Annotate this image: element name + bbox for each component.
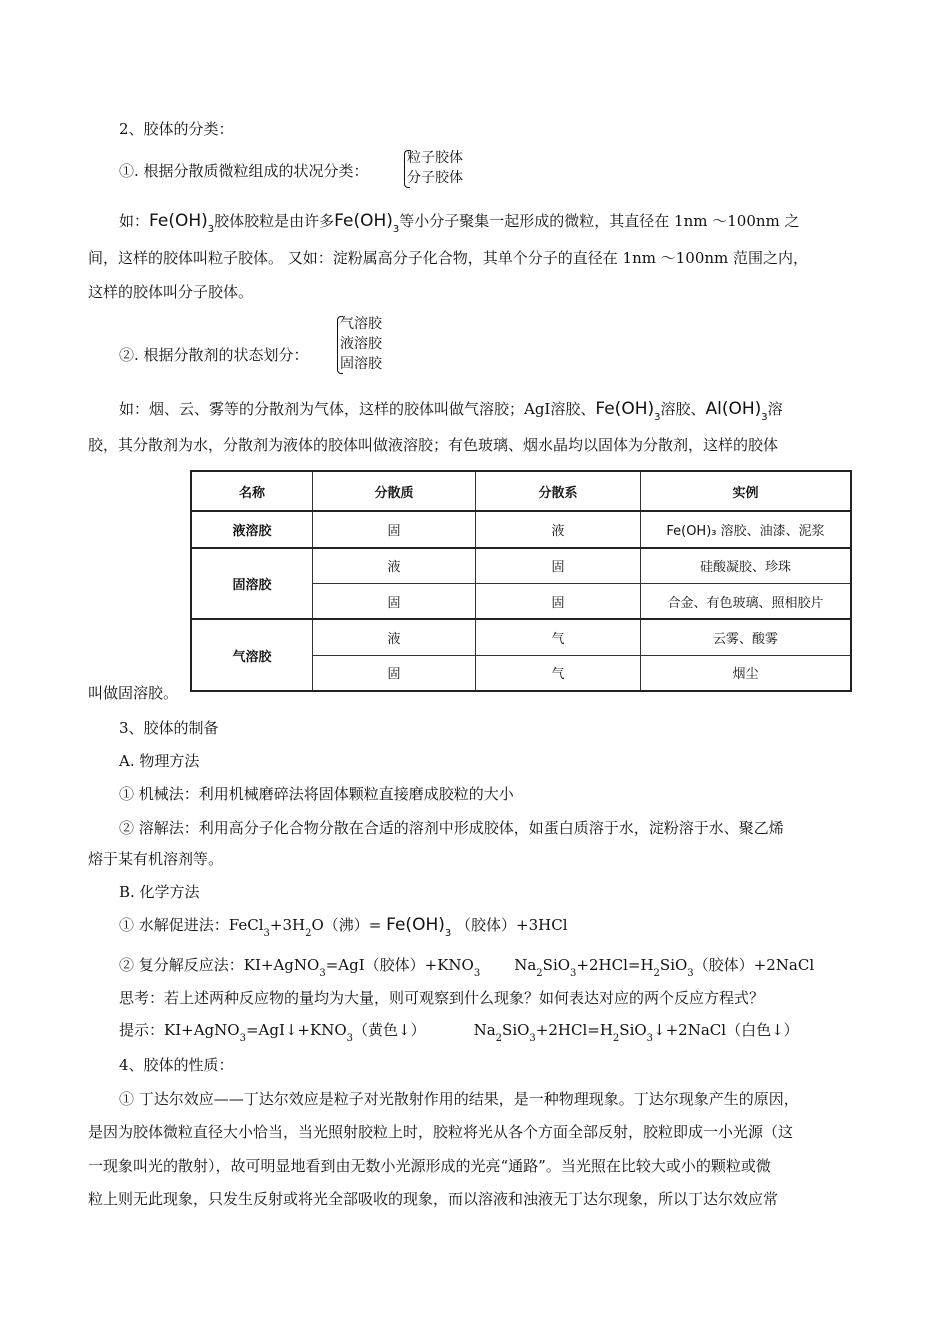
tyndall-line-4: 粒上则无此现象，只发生反射或将光全部吸收的现象，而以溶液和浊液无丁达尔现象，所以丁达尔效应常 (88, 1190, 779, 1208)
hint-equations: 提示：$KI+AgNO_3=AgI↓+KNO_3$（黄色↓） $Na_2SiO_3+2HCl=H_2SiO_3↓+2NaCl$（白色↓） (119, 1021, 799, 1044)
dissolution-method: ② 溶解法：利用高分子化合物分散在合适的溶剂中形成胶体，如蛋白质溶于水，淀粉溶于水、聚乙烯 (119, 819, 784, 837)
example-1-line-1: 如：$Fe(OH)_3$胶体胶粒是由许多$Fe(OH)_3$等小分子聚集一起形成的微粒，其直径在 1nm ～100nm 之 (119, 211, 800, 235)
example-2-line-3: 叫做固溶胶。 (88, 684, 179, 702)
chemical-methods: B. 化学方法 (119, 883, 200, 901)
table-cell: 液 (476, 511, 641, 548)
aloh-formula: $Al(OH)_3$ (705, 399, 768, 423)
brace-item: 粒子胶体 (407, 150, 463, 166)
tyndall-line-3: 一现象叫光的散射），故可明显地看到由无数小光源形成的光亮“通路”。当光照在比较大或小的颗粒或微 (88, 1157, 771, 1175)
brace-list-2 (337, 314, 382, 374)
example-1-line-3: 这样的胶体叫分子胶体。 (88, 283, 254, 301)
brace-item: 固溶胶 (340, 356, 382, 372)
brace-item: 分子胶体 (407, 170, 463, 186)
table-cell: 云雾、酸雾 (641, 619, 852, 655)
table-row (191, 511, 851, 548)
feoh-formula: $Fe(OH)_3$ (595, 399, 661, 423)
table-header: 分散质 (313, 471, 476, 511)
tyndall-line-2: 是因为胶体微粒直径大小恰当，当光照射胶粒上时，胶粒将光从各个方面全部反射，胶粒即成一小光源（这 (88, 1123, 794, 1141)
table-header: 名称 (191, 471, 313, 511)
hydrolysis-method: ① 水解促进法：$FeCl_3+3H_2O$（沸）= $Fe(OH)_3$ （胶体）+3HCl (119, 915, 568, 939)
brace-item: 气溶胶 (340, 316, 382, 332)
feoh-formula: $Fe(OH)_3$ (334, 211, 400, 235)
section-2-heading: 2、胶体的分类： (119, 120, 234, 138)
table-cell: 烟尘 (641, 655, 852, 691)
brace-item: 液溶胶 (340, 336, 382, 352)
table-cell: 气 (476, 619, 641, 655)
example-1-line-2: 间，这样的胶体叫粒子胶体。 又如：淀粉属高分子化合物，其单个分子的直径在 1nm ～100nm 范围之内， (88, 249, 809, 267)
table-cell: 气溶胶 (191, 619, 313, 691)
dissolution-method-cont: 熔于某有机溶剂等。 (88, 850, 224, 868)
table-cell: 硅酸凝胶、珍珠 (641, 548, 852, 584)
table-cell: 固 (476, 548, 641, 584)
table-cell: 固 (313, 511, 476, 548)
tyndall-line-1: ① 丁达尔效应——丁达尔效应是粒子对光散射作用的结果，是一种物理现象。丁达尔现象产生的原因， (119, 1090, 799, 1108)
brace-list-1 (404, 148, 463, 188)
section-3-heading: 3、胶体的制备 (119, 719, 219, 737)
table-header: 实例 (641, 471, 852, 511)
table-cell: 液溶胶 (191, 511, 313, 548)
table-cell: 气 (476, 655, 641, 691)
table-cell: 固 (476, 583, 641, 619)
table-cell: Fe(OH)₃ 溶胶、油漆、泥浆 (641, 511, 852, 548)
example-2-line-1: 如：烟、云、雾等的分散剂为气体，这样的胶体叫做气溶胶；AgI溶胶、$Fe(OH)_3$溶胶、$Al(OH)_3$溶 (119, 399, 783, 423)
table-header: 分散系 (476, 471, 641, 511)
table-cell: 固溶胶 (191, 548, 313, 620)
colloid-table (190, 470, 852, 692)
classification-item-1: ①. 根据分散质微粒组成的状况分类： (119, 162, 369, 180)
table-cell: 液 (313, 619, 476, 655)
classification-item-2: ②. 根据分散剂的状态划分： (119, 346, 309, 364)
double-decomposition-method: ② 复分解反应法：KI+AgNO$_3$=AgI（胶体）$+KNO_3$ $Na_2SiO_3+2HCl=H_2SiO_3$（胶体）+2NaCl (119, 956, 815, 979)
mechanical-method: ① 机械法：利用机械磨碎法将固体颗粒直接磨成胶粒的大小 (119, 785, 514, 803)
table-cell: 固 (313, 655, 476, 691)
feoh-formula: $Fe(OH)_3$ (386, 915, 452, 939)
section-4-heading: 4、胶体的性质： (119, 1056, 234, 1074)
physical-methods: A. 物理方法 (119, 752, 200, 770)
table-row (191, 548, 851, 584)
table-row (191, 619, 851, 655)
table-cell: 固 (313, 583, 476, 619)
thinking-question: 思考：若上述两种反应物的量均为大量，则可观察到什么现象？如何表达对应的两个反应方程式？ (119, 989, 765, 1007)
example-2-line-2: 胶，其分散剂为水，分散剂为液体的胶体叫做液溶胶；有色玻璃、烟水晶均以固体为分散剂，这样的胶体 (88, 436, 779, 454)
table-cell: 合金、有色玻璃、照相胶片 (641, 583, 852, 619)
table-cell: 液 (313, 548, 476, 584)
feoh-formula: $Fe(OH)_3$ (149, 211, 215, 235)
